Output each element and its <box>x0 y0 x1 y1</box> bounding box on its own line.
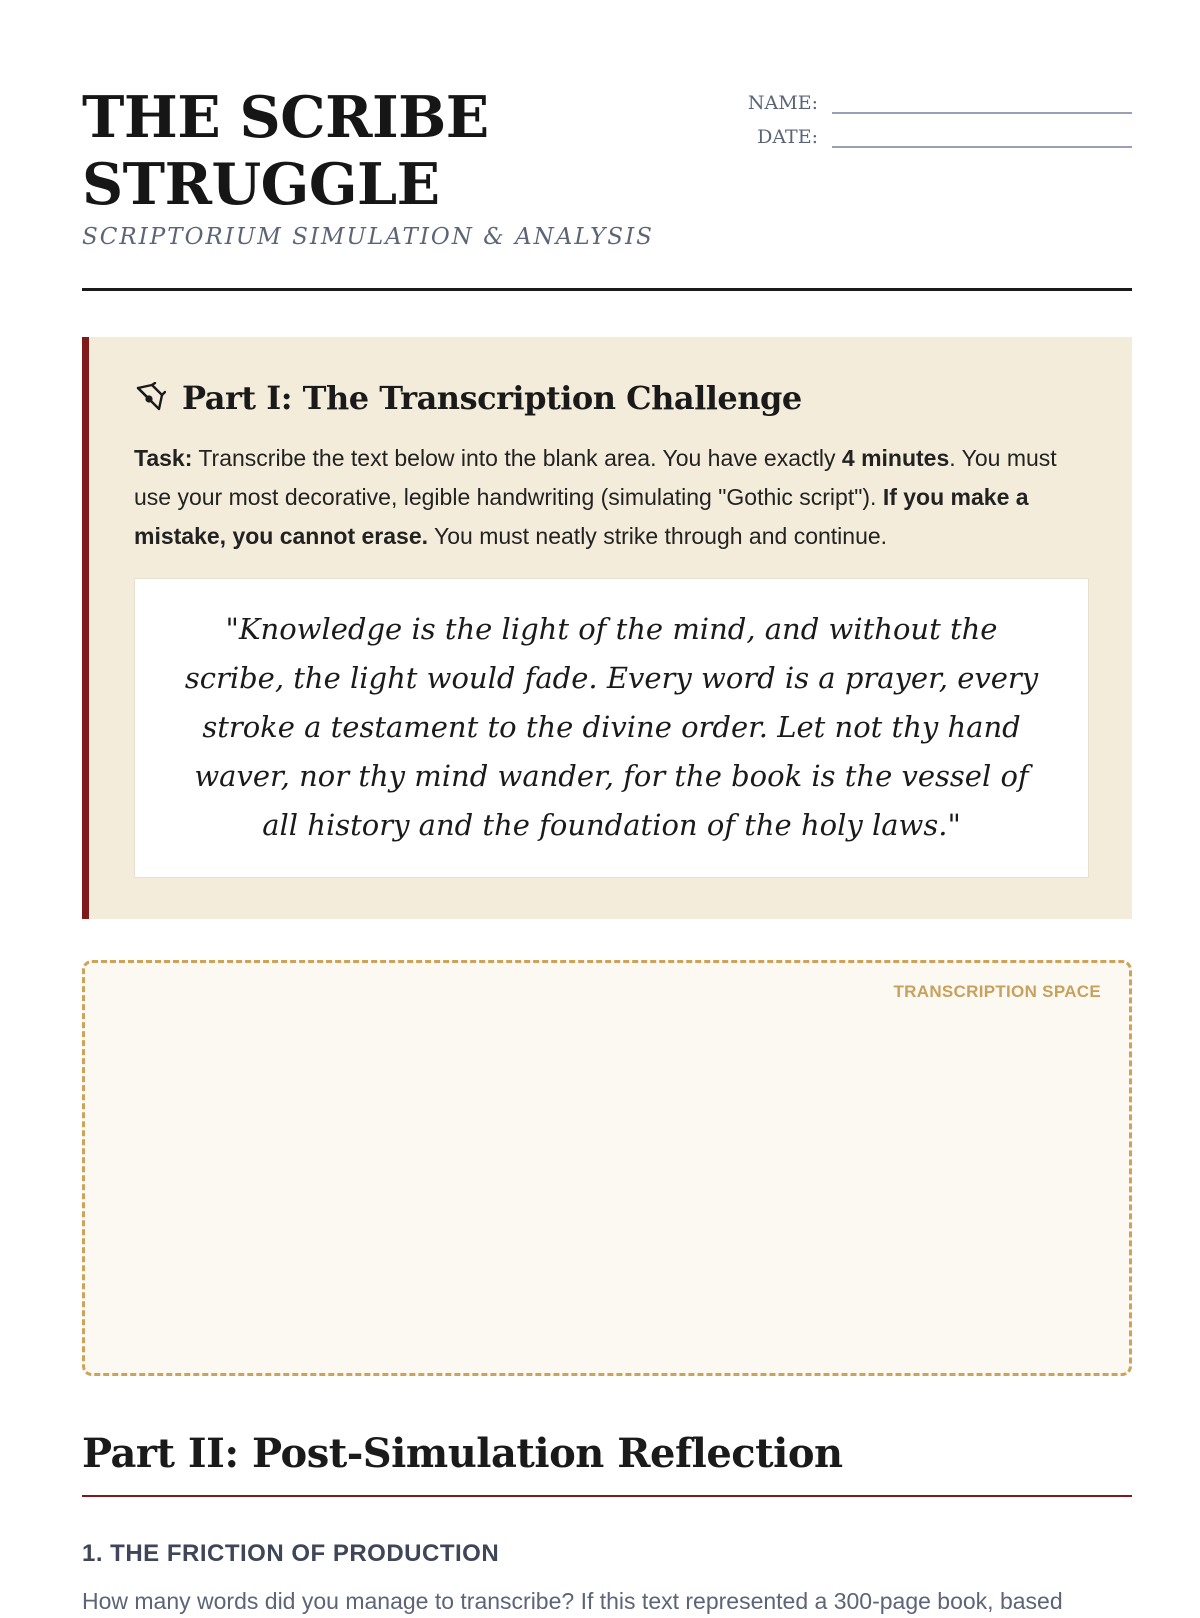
task-instructions <box>134 439 1084 556</box>
date-field-row <box>712 114 1132 148</box>
transcription-challenge-panel <box>82 337 1132 919</box>
name-field-row <box>712 80 1132 114</box>
name-field[interactable] <box>832 86 1132 114</box>
task-text-1: Transcribe the text below into the blank area. You have exactly <box>192 445 842 471</box>
task-text-3: You must neatly strike through and continue. <box>428 523 888 549</box>
date-field[interactable] <box>832 120 1132 148</box>
date-label: DATE: <box>757 126 818 148</box>
pen-nib-icon <box>134 382 166 414</box>
transcription-label: TRANSCRIPTION SPACE <box>893 982 1101 1001</box>
task-time: 4 minutes <box>841 445 950 471</box>
student-info-fields <box>712 80 1132 148</box>
part1-heading <box>134 379 802 417</box>
task-warning: If you make a mistake, you cannot erase. <box>134 484 1029 549</box>
part1-title: Part I: The Transcription Challenge <box>182 379 802 417</box>
title-line-1: THE SCRIBE <box>82 84 489 151</box>
question-1-text: How many words did you manage to transcribe? If this text represented a 300-page book, based <box>82 1588 1063 1614</box>
question-1-heading: 1. THE FRICTION OF PRODUCTION <box>82 1540 500 1567</box>
task-text-2: . You must use your most decorative, legible handwriting (simulating "Gothic script"). <box>134 445 1057 510</box>
worksheet-header <box>82 0 1132 291</box>
source-quote: "Knowledge is the light of the mind, and without the scribe, the light would fade. Every word is a prayer, every stroke a testament to the divine order. Let not thy hand waver, nor thy mind wander, for the book is the vessel of all history and the foundation of the holy laws." <box>134 578 1089 878</box>
name-label: NAME: <box>747 92 818 114</box>
part2-title: Part II: Post-Simulation Reflection <box>82 1430 1132 1497</box>
transcription-space[interactable] <box>82 960 1132 1376</box>
page-title <box>82 84 502 218</box>
title-line-2: STRUGGLE <box>82 151 440 218</box>
worksheet-page <box>82 0 1132 1614</box>
page-subtitle: SCRIPTORIUM SIMULATION & ANALYSIS <box>82 224 654 250</box>
task-label: Task: <box>134 445 193 471</box>
